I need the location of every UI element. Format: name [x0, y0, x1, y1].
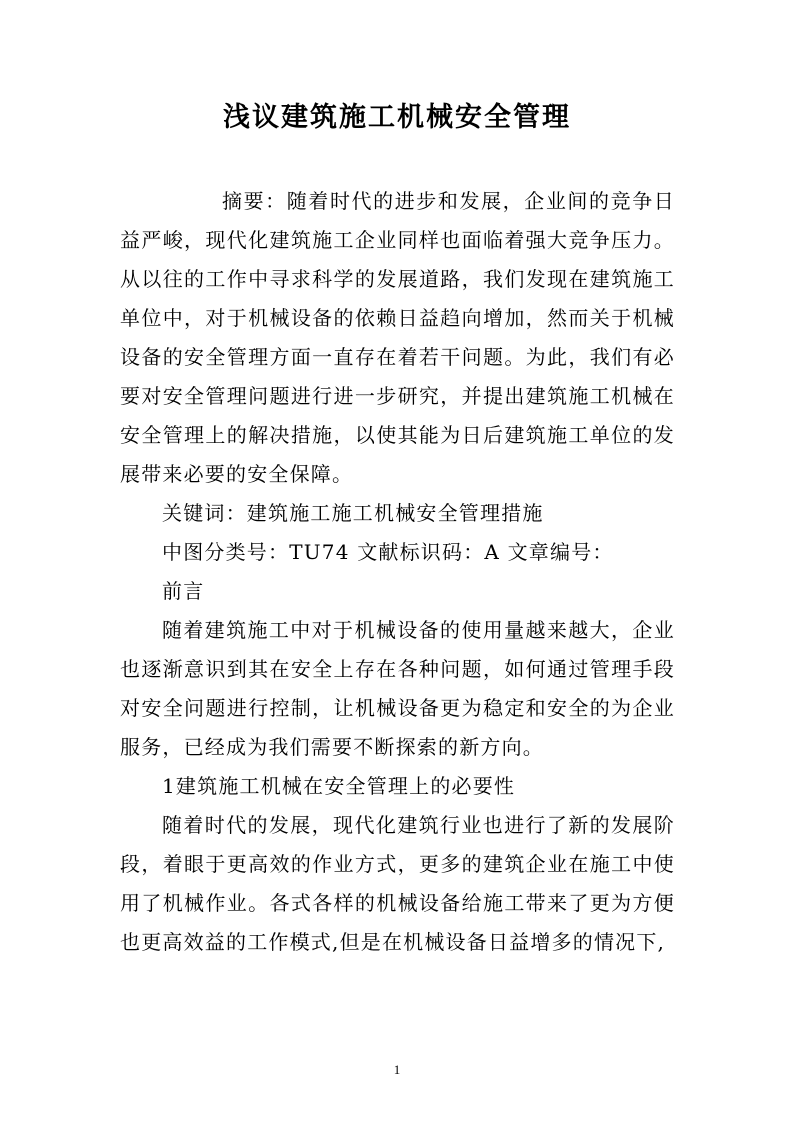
- preface-paragraph: 随着建筑施工中对于机械设备的使用量越来越大，企业也逐渐意识到其在安全上存在各种问题，如何通过管理手段对安全问题进行控制，让机械设备更为稳定和安全的为企业服务，已经成为我们需要不断探索的新方向。: [120, 618, 675, 759]
- section-1-heading: 1建筑施工机械在安全管理上的必要性: [162, 774, 516, 798]
- abstract-paragraph: 摘要：随着时代的进步和发展，企业间的竞争日益严峻，现代化建筑施工企业同样也面临着强大竞争压力。从以往的工作中寻求科学的发展道路，我们发现在建筑施工单位中，对于机械设备的依赖日益趋向增加，然而关于机械设备的安全管理方面一直存在着若干问题。为此，我们有必要对安全管理问题进行进一步研究，并提出建筑施工机械在安全管理上的解决措施，以使其能为日后建筑施工单位的发展带来必要的安全保障。: [120, 189, 675, 486]
- keywords-line: 关键词：建筑施工施工机械安全管理措施: [162, 501, 544, 525]
- section-1-paragraph: 随着时代的发展，现代化建筑行业也进行了新的发展阶段，着眼于更高效的作业方式，更多的建筑企业在施工中使用了机械作业。各式各样的机械设备给施工带来了更为方便也更高效益的工作模式,但是在机械设备日益增多的情况下,: [120, 813, 675, 954]
- document-title: 浅议建筑施工机械安全管理: [223, 102, 571, 133]
- document-body: [120, 182, 675, 962]
- page-number: 1: [393, 1062, 401, 1077]
- classification-line: 中图分类号：TU74 文献标识码：A 文章编号：: [162, 540, 614, 564]
- preface-heading: 前言: [162, 579, 205, 603]
